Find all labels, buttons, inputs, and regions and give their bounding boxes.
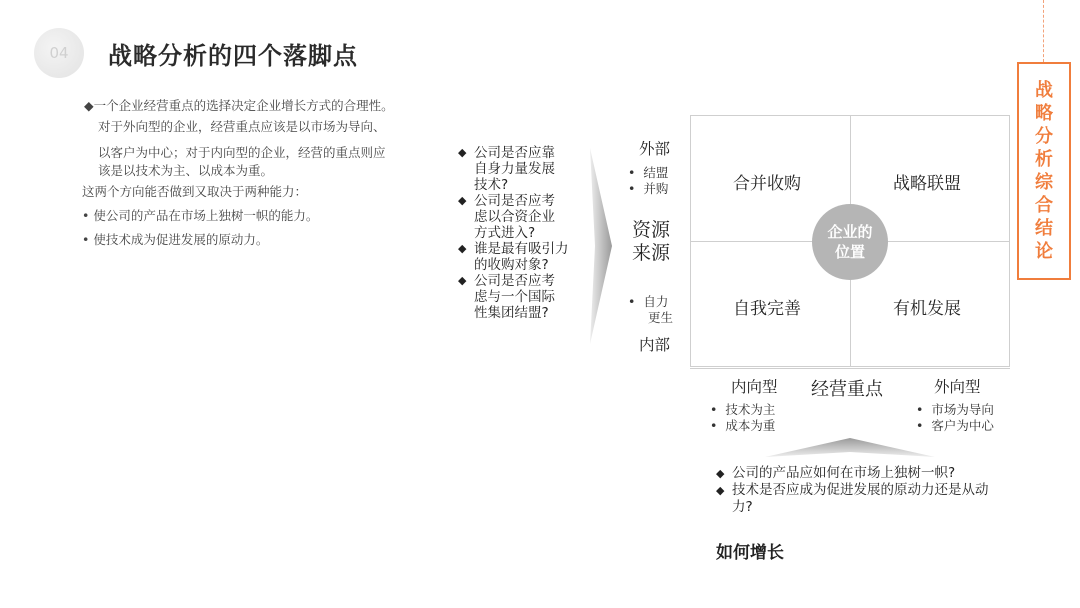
cell-bottom-left: 自我完善 <box>733 299 801 319</box>
bullet-item: • 并购 <box>628 181 669 196</box>
bullet-item: • 使技术成为促进发展的原动力。 <box>82 232 269 247</box>
axis-top-label: 外部 <box>639 140 671 158</box>
section-number: 04 <box>49 44 69 62</box>
side-tag-char: 合 <box>1035 195 1053 216</box>
text-line: 该是以技术为主、以成本为重。 <box>98 163 274 178</box>
axis-horizontal-title: 经营重点 <box>811 379 883 400</box>
diamond-bullet-icon: ◆ <box>716 484 725 497</box>
side-tag-char: 结 <box>1035 218 1053 239</box>
diamond-bullet-icon: ◆ <box>458 242 467 255</box>
question-item <box>716 482 1016 516</box>
question-text: 公司是否应考虑与一个国际性集团结盟? <box>474 273 555 321</box>
chevron-up-icon <box>765 438 935 458</box>
bullet-item: • 自力 <box>628 294 669 309</box>
section-number-badge <box>34 28 84 78</box>
axis-right-bullets <box>916 402 994 434</box>
question-text: 公司是否应靠自身力量发展技术? <box>474 145 555 193</box>
axis-left-label: 内向型 <box>731 378 778 396</box>
side-tag-char: 战 <box>1035 80 1053 101</box>
diamond-bullet-icon: ◆ <box>458 146 467 159</box>
side-tag-conclusion <box>1017 62 1071 280</box>
side-tag-char: 析 <box>1035 149 1053 170</box>
company-position-circle: 企业的 位置 <box>812 204 888 280</box>
axis-vertical-title: 资源 来源 <box>632 219 671 264</box>
question-item <box>458 241 608 273</box>
growth-question-list <box>716 465 1016 516</box>
axis-right-label: 外向型 <box>934 378 981 396</box>
side-tag-char: 论 <box>1035 241 1053 262</box>
side-tag-char: 略 <box>1035 103 1053 124</box>
question-item <box>458 145 608 193</box>
question-item <box>716 465 1016 482</box>
text-line: 这两个方向能否做到又取决于两种能力： <box>82 184 308 199</box>
question-text: 技术是否应成为促进发展的原动力还是从动力? <box>732 482 989 515</box>
side-tag-char: 综 <box>1035 172 1053 193</box>
question-item <box>458 193 608 241</box>
bullet-item: • 结盟 <box>628 165 669 180</box>
side-tag-char: 分 <box>1035 126 1053 147</box>
bullet-item: • 成本为重 <box>710 418 776 433</box>
horizontal-axis-line <box>690 368 1010 369</box>
axis-left-bullets <box>710 402 775 434</box>
cell-bottom-right: 有机发展 <box>893 299 961 319</box>
side-dashed-line <box>1043 0 1044 62</box>
diamond-bullet-icon: ◆ <box>458 274 467 287</box>
text-line: ◆一个企业经营重点的选择决定企业增长方式的合理性。 <box>84 98 394 113</box>
how-to-grow-label: 如何增长 <box>716 543 784 563</box>
page-title: 战略分析的四个落脚点 <box>108 42 358 70</box>
question-text: 公司的产品应如何在市场上独树一帜? <box>732 465 956 481</box>
left-text-block <box>84 95 434 250</box>
bullet-item: • 客户为中心 <box>916 418 994 433</box>
diamond-bullet-icon: ◆ <box>716 467 725 480</box>
bullet-item: • 市场为导向 <box>916 402 994 417</box>
text-line: 对于外向型的企业，经营重点应该是以市场为导向、 <box>98 119 386 134</box>
bullet-item: • 技术为主 <box>710 402 776 417</box>
bullet-item-cont: 更生 <box>648 310 674 325</box>
cell-top-left: 合并收购 <box>733 174 801 194</box>
question-text: 谁是最有吸引力的收购对象? <box>474 241 569 273</box>
chevron-right-icon <box>590 148 614 344</box>
axis-bottom-bullets <box>628 294 673 326</box>
bullet-item: • 使公司的产品在市场上独树一帜的能力。 <box>82 208 319 223</box>
question-list <box>458 145 608 321</box>
cell-top-right: 战略联盟 <box>893 174 961 194</box>
diamond-bullet-icon: ◆ <box>458 194 467 207</box>
axis-top-bullets <box>628 165 668 197</box>
text-line: 以客户为中心；对于内向型的企业，经营的重点则应 <box>98 145 386 160</box>
question-text: 公司是否应考虑以合资企业方式进入? <box>474 193 555 241</box>
question-item <box>458 273 608 321</box>
axis-bottom-label: 内部 <box>639 336 671 354</box>
